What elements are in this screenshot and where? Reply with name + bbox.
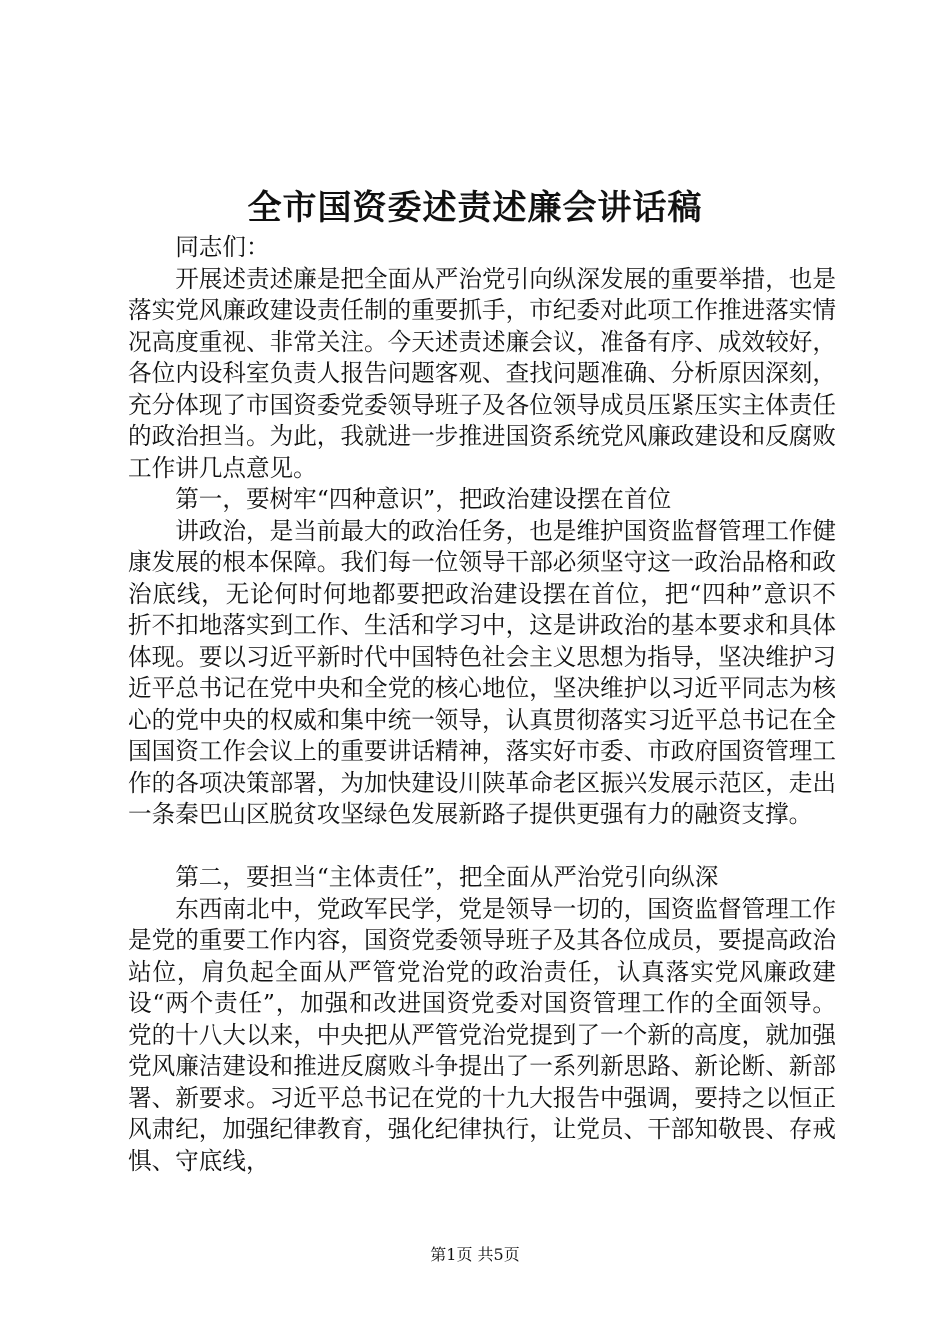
- section-heading-1: 第一，要树牢“四种意识”，把政治建设摆在首位: [175, 485, 672, 513]
- document-title: 全市国资委述责述廉会讲话稿: [247, 188, 703, 228]
- salutation: 同志们：: [175, 233, 270, 261]
- blank-line: [128, 831, 836, 863]
- paragraph-section-1: 讲政治，是当前最大的政治任务，也是维护国资监督管理工作健康发展的根本保障。我们每一位领导干部必须坚守这一政治品格和政治底线，无论何时何地都要把政治建设摆在首位，把“四种”意识不折不扣地落实到工作、生活和学习中，这是讲政治的基本要求和具体体现。要以习近平新时代中国特色社会主义思想为指导，坚决维护习近平总书记在党中央和全党的核心地位，坚决维护以习近平同志为核心的党中央的权威和集中统一领导，认真贯彻落实习近平总书记在全国国资工作会议上的重要讲话精神，落实好市委、市政府国资管理工作的各项决策部署，为加快建设川陕革命老区振兴发展示范区，走出一条秦巴山区脱贫攻坚绿色发展新路子提供更强有力的融资支撑。: [128, 516, 836, 828]
- document-body: [128, 232, 836, 1177]
- page-footer: 第1页 共5页: [430, 1245, 520, 1264]
- paragraph-intro: 开展述责述廉是把全面从严治党引向纵深发展的重要举措，也是落实党风廉政建设责任制的重要抓手，市纪委对此项工作推进落实情况高度重视、非常关注。今天述责述廉会议，准备有序、成效较好，各位内设科室负责人报告问题客观、查找问题准确、分析原因深刻，充分体现了市国资委党委领导班子及各位领导成员压紧压实主体责任的政治担当。为此，我就进一步推进国资系统党风廉政建设和反腐败工作讲几点意见。: [128, 264, 836, 482]
- paragraph-section-2: 东西南北中，党政军民学，党是领导一切的，国资监督管理工作是党的重要工作内容，国资党委领导班子及其各位成员，要提高政治站位，肩负起全面从严管党治党的政治责任，认真落实党风廉政建设“两个责任”，加强和改进国资党委对国资管理工作的全面领导。党的十八大以来，中央把从严管党治党提到了一个新的高度，就加强党风廉洁建设和推进反腐败斗争提出了一系列新思路、新论断、新部署、新要求。习近平总书记在党的十九大报告中强调，要持之以恒正风肃纪，加强纪律教育，强化纪律执行，让党员、干部知敬畏、存戒惧、守底线，: [128, 894, 836, 1175]
- section-heading-2: 第二，要担当“主体责任”，把全面从严治党引向纵深: [175, 863, 719, 891]
